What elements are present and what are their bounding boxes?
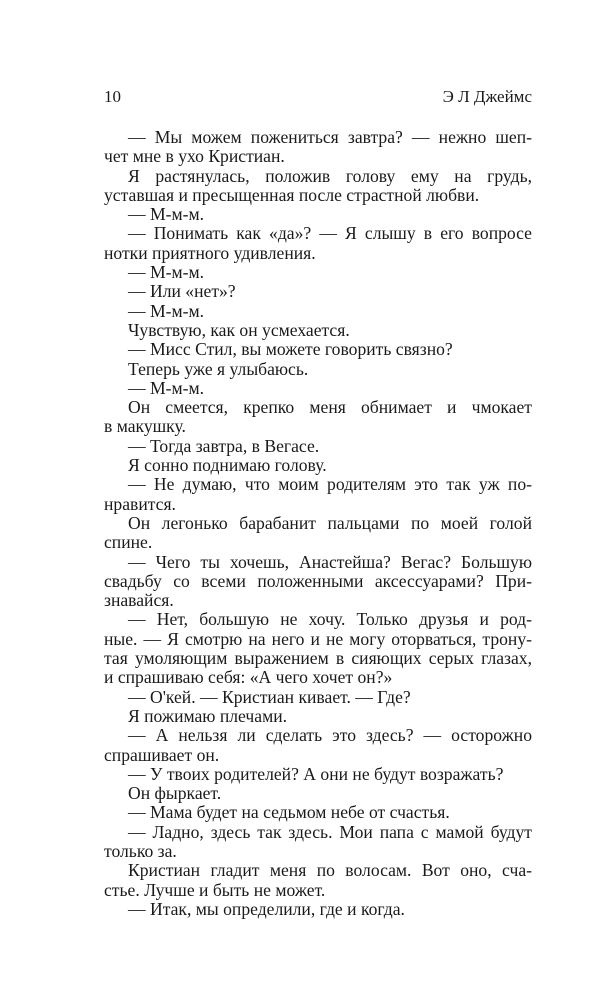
text-line: — У твоих родителей? А они не будут возражать?: [128, 763, 504, 784]
text-line: — Итак, мы определили, где и когда.: [128, 898, 405, 919]
paragraph: [104, 475, 532, 514]
text-line: Теперь уже я улыбаюсь.: [128, 358, 309, 379]
text-line: — Нет, большую не хочу. Только друзья и род-: [128, 609, 532, 630]
text-line: стье. Лучше и быть не может.: [104, 879, 326, 900]
text-line: — Не думаю, что моим родителям это так уж по-: [128, 474, 532, 495]
paragraph: [104, 321, 532, 340]
text-line: — Тогда завтра, в Вегасе.: [128, 435, 320, 456]
paragraph: [104, 398, 532, 437]
paragraph: [104, 610, 532, 687]
paragraph: [104, 282, 532, 301]
paragraph: [104, 437, 532, 456]
text-line: Он фыркает.: [128, 783, 222, 804]
paragraph: [104, 765, 532, 784]
text-line: знавайся.: [104, 590, 174, 611]
body-text: [104, 128, 532, 919]
text-line: чет мне в ухо Кристиан.: [104, 146, 285, 167]
paragraph: [104, 823, 532, 862]
text-line: в макушку.: [104, 416, 186, 437]
paragraph: [104, 688, 532, 707]
text-line: — Мисс Стил, вы можете говорить связно?: [128, 339, 453, 360]
text-line: Я растянулась, положив голову ему на грудь,: [128, 165, 532, 186]
paragraph: [104, 360, 532, 379]
paragraph: [104, 707, 532, 726]
text-line: нравится.: [104, 493, 176, 514]
text-line: Кристиан гладит меня по волосам. Вот оно, сча-: [128, 860, 532, 881]
text-line: — Чего ты хочешь, Анастейша? Вегас? Большую: [128, 551, 532, 572]
text-line: — М-м-м.: [128, 377, 205, 398]
text-line: ные. — Я смотрю на него и не могу оторваться, трону-: [104, 628, 532, 649]
paragraph: [104, 553, 532, 611]
paragraph: [104, 379, 532, 398]
text-line: спине.: [104, 532, 153, 553]
text-line: — М-м-м.: [128, 262, 205, 283]
text-line: Чувствую, как он усмехается.: [128, 319, 350, 340]
text-line: свадьбу со всеми положенными аксессуарами? При-: [104, 570, 532, 591]
paragraph: [104, 900, 532, 919]
running-head-author: Э Л Джеймс: [442, 87, 532, 106]
text-line: — М-м-м.: [128, 300, 205, 321]
paragraph: [104, 784, 532, 803]
text-line: — Или «нет»?: [128, 281, 236, 302]
paragraph: [104, 167, 532, 206]
text-line: — О'кей. — Кристиан кивает. — Где?: [128, 686, 411, 707]
paragraph: [104, 340, 532, 359]
paragraph: [104, 514, 532, 553]
paragraph: [104, 302, 532, 321]
text-line: — М-м-м.: [128, 204, 205, 225]
text-line: — Мы можем пожениться завтра? — нежно шеп-: [128, 127, 532, 147]
paragraph: [104, 456, 532, 475]
text-line: тая умоляющим выражением в сияющих серых глазах,: [104, 648, 532, 669]
text-line: Он смеется, крепко меня обнимает и чмокает: [128, 397, 532, 418]
text-line: Он легонько барабанит пальцами по моей голой: [128, 512, 532, 533]
text-line: спрашивает он.: [104, 744, 220, 765]
text-line: уставшая и пресыщенная после страстной любви.: [104, 184, 480, 205]
text-line: Я сонно поднимаю голову.: [128, 455, 327, 476]
text-line: — Мама будет на седьмом небе от счастья.: [128, 802, 450, 823]
paragraph: [104, 224, 532, 263]
text-line: — Понимать как «да»? — Я слышу в его вопросе: [128, 223, 532, 244]
paragraph: [104, 861, 532, 900]
paragraph: [104, 128, 532, 167]
paragraph: [104, 263, 532, 282]
text-line: — А нельзя ли сделать это здесь? — осторожно: [128, 725, 532, 746]
paragraph: [104, 205, 532, 224]
text-line: Я пожимаю плечами.: [128, 705, 288, 726]
paragraph: [104, 726, 532, 765]
text-line: только за.: [104, 840, 177, 861]
text-line: нотки приятного удивления.: [104, 242, 316, 263]
text-line: и спрашиваю себя: «А чего хочет он?»: [104, 667, 393, 688]
text-line: — Ладно, здесь так здесь. Мои папа с мамой будут: [128, 821, 532, 842]
paragraph: [104, 803, 532, 822]
page-number: 10: [104, 87, 121, 106]
